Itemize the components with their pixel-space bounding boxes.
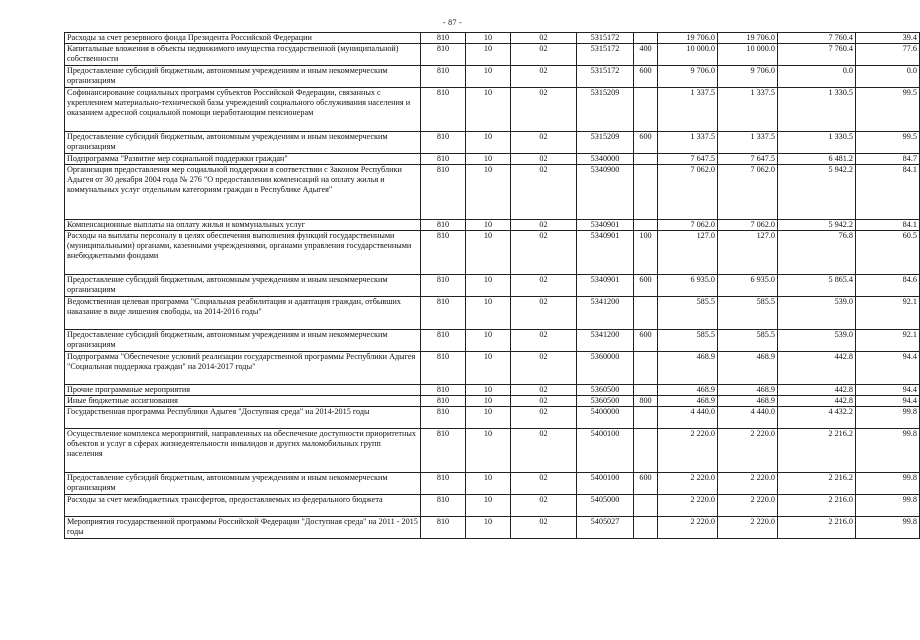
ministry-code-cell: 810 bbox=[421, 231, 466, 275]
amount-planned-cell: 585.5 bbox=[658, 330, 718, 352]
table-row bbox=[65, 88, 920, 132]
amount-executed-cell: 442.8 bbox=[778, 396, 856, 407]
section-code-cell: 10 bbox=[466, 429, 511, 473]
ministry-code-cell: 810 bbox=[421, 33, 466, 44]
ministry-code-cell: 810 bbox=[421, 44, 466, 66]
item-name-cell: Расходы на выплаты персоналу в целях обеспечения выполнения функций государственными (муниципальными) органами, казенными учреждениями, органами управления государственными внебюджетными фондами bbox=[65, 231, 421, 275]
item-name-cell: Предоставление субсидий бюджетным, автономным учреждениям и иным некоммерческим организациям bbox=[65, 275, 421, 297]
execution-percent-cell: 84.1 bbox=[856, 165, 920, 220]
subsection-code-cell: 02 bbox=[511, 330, 577, 352]
section-code-cell: 10 bbox=[466, 352, 511, 385]
expense-type-cell: 800 bbox=[634, 396, 658, 407]
execution-percent-cell: 92.1 bbox=[856, 330, 920, 352]
amount-refined-cell: 585.5 bbox=[718, 330, 778, 352]
execution-percent-cell: 92.1 bbox=[856, 297, 920, 330]
item-name-cell: Подпрограмма "Развитие мер социальной поддержки граждан" bbox=[65, 154, 421, 165]
item-name-cell: Прочие программные мероприятия bbox=[65, 385, 421, 396]
ministry-code-cell: 810 bbox=[421, 385, 466, 396]
amount-executed-cell: 76.8 bbox=[778, 231, 856, 275]
ministry-code-cell: 810 bbox=[421, 88, 466, 132]
amount-planned-cell: 7 062.0 bbox=[658, 165, 718, 220]
amount-executed-cell: 5 865.4 bbox=[778, 275, 856, 297]
section-code-cell: 10 bbox=[466, 220, 511, 231]
expense-type-cell: 600 bbox=[634, 473, 658, 495]
item-name-cell: Предоставление субсидий бюджетным, автономным учреждениям и иным некоммерческим организациям bbox=[65, 330, 421, 352]
ministry-code-cell: 810 bbox=[421, 407, 466, 429]
amount-planned-cell: 7 647.5 bbox=[658, 154, 718, 165]
amount-refined-cell: 468.9 bbox=[718, 352, 778, 385]
target-article-cell: 5340901 bbox=[577, 220, 634, 231]
expense-type-cell bbox=[634, 429, 658, 473]
amount-planned-cell: 7 062.0 bbox=[658, 220, 718, 231]
table-row bbox=[65, 165, 920, 220]
amount-planned-cell: 468.9 bbox=[658, 352, 718, 385]
amount-refined-cell: 9 706.0 bbox=[718, 66, 778, 88]
ministry-code-cell: 810 bbox=[421, 297, 466, 330]
ministry-code-cell: 810 bbox=[421, 275, 466, 297]
execution-percent-cell: 39.4 bbox=[856, 33, 920, 44]
execution-percent-cell: 99.8 bbox=[856, 407, 920, 429]
expense-type-cell bbox=[634, 495, 658, 517]
expense-type-cell bbox=[634, 33, 658, 44]
amount-planned-cell: 4 440.0 bbox=[658, 407, 718, 429]
section-code-cell: 10 bbox=[466, 396, 511, 407]
target-article-cell: 5340000 bbox=[577, 154, 634, 165]
amount-planned-cell: 585.5 bbox=[658, 297, 718, 330]
section-code-cell: 10 bbox=[466, 385, 511, 396]
target-article-cell: 5360500 bbox=[577, 385, 634, 396]
table-row bbox=[65, 66, 920, 88]
section-code-cell: 10 bbox=[466, 165, 511, 220]
expense-type-cell: 600 bbox=[634, 275, 658, 297]
target-article-cell: 5400000 bbox=[577, 407, 634, 429]
amount-planned-cell: 10 000.0 bbox=[658, 44, 718, 66]
amount-refined-cell: 4 440.0 bbox=[718, 407, 778, 429]
item-name-cell: Подпрограмма "Обеспечение условий реализации государственной программы Республики Адыгея "Социальная поддержка граждан" на 2014-2017 годы" bbox=[65, 352, 421, 385]
target-article-cell: 5315172 bbox=[577, 44, 634, 66]
ministry-code-cell: 810 bbox=[421, 517, 466, 539]
ministry-code-cell: 810 bbox=[421, 429, 466, 473]
section-code-cell: 10 bbox=[466, 132, 511, 154]
section-code-cell: 10 bbox=[466, 33, 511, 44]
subsection-code-cell: 02 bbox=[511, 275, 577, 297]
subsection-code-cell: 02 bbox=[511, 220, 577, 231]
subsection-code-cell: 02 bbox=[511, 33, 577, 44]
amount-refined-cell: 2 220.0 bbox=[718, 495, 778, 517]
target-article-cell: 5341200 bbox=[577, 297, 634, 330]
target-article-cell: 5400100 bbox=[577, 429, 634, 473]
amount-executed-cell: 442.8 bbox=[778, 385, 856, 396]
amount-planned-cell: 127.0 bbox=[658, 231, 718, 275]
expense-type-cell: 400 bbox=[634, 44, 658, 66]
amount-executed-cell: 5 942.2 bbox=[778, 220, 856, 231]
target-article-cell: 5405000 bbox=[577, 495, 634, 517]
amount-refined-cell: 2 220.0 bbox=[718, 473, 778, 495]
execution-percent-cell: 60.5 bbox=[856, 231, 920, 275]
subsection-code-cell: 02 bbox=[511, 407, 577, 429]
target-article-cell: 5315209 bbox=[577, 132, 634, 154]
expense-type-cell bbox=[634, 165, 658, 220]
subsection-code-cell: 02 bbox=[511, 165, 577, 220]
section-code-cell: 10 bbox=[466, 495, 511, 517]
item-name-cell: Ведомственная целевая программа "Социальная реабилитация и адаптация граждан, отбывших наказание в виде лишения свободы, на 2014-2016 годы" bbox=[65, 297, 421, 330]
amount-refined-cell: 585.5 bbox=[718, 297, 778, 330]
target-article-cell: 5341200 bbox=[577, 330, 634, 352]
ministry-code-cell: 810 bbox=[421, 132, 466, 154]
item-name-cell: Капитальные вложения в объекты недвижимого имущества государственной (муниципальной) собственности bbox=[65, 44, 421, 66]
amount-executed-cell: 1 330.5 bbox=[778, 88, 856, 132]
table-row bbox=[65, 132, 920, 154]
amount-planned-cell: 468.9 bbox=[658, 385, 718, 396]
target-article-cell: 5315172 bbox=[577, 66, 634, 88]
expense-type-cell: 600 bbox=[634, 330, 658, 352]
item-name-cell: Предоставление субсидий бюджетным, автономным учреждениям и иным некоммерческим организациям bbox=[65, 132, 421, 154]
table-row bbox=[65, 495, 920, 517]
amount-refined-cell: 7 062.0 bbox=[718, 165, 778, 220]
execution-percent-cell: 99.8 bbox=[856, 473, 920, 495]
ministry-code-cell: 810 bbox=[421, 165, 466, 220]
expense-type-cell: 600 bbox=[634, 66, 658, 88]
amount-planned-cell: 2 220.0 bbox=[658, 495, 718, 517]
expense-type-cell bbox=[634, 385, 658, 396]
item-name-cell: Расходы за счет резервного фонда Президента Российской Федерации bbox=[65, 33, 421, 44]
amount-executed-cell: 2 216.0 bbox=[778, 517, 856, 539]
target-article-cell: 5340901 bbox=[577, 231, 634, 275]
amount-executed-cell: 539.0 bbox=[778, 330, 856, 352]
expense-type-cell bbox=[634, 517, 658, 539]
amount-planned-cell: 6 935.0 bbox=[658, 275, 718, 297]
section-code-cell: 10 bbox=[466, 66, 511, 88]
ministry-code-cell: 810 bbox=[421, 66, 466, 88]
amount-refined-cell: 10 000.0 bbox=[718, 44, 778, 66]
item-name-cell: Осуществление комплекса мероприятий, направленных на обеспечение доступности приоритетных объектов и услуг в сферах жизнедеятельности инвалидов и других маломобильных групп населения bbox=[65, 429, 421, 473]
section-code-cell: 10 bbox=[466, 154, 511, 165]
expense-type-cell bbox=[634, 297, 658, 330]
ministry-code-cell: 810 bbox=[421, 396, 466, 407]
ministry-code-cell: 810 bbox=[421, 330, 466, 352]
item-name-cell: Софинансирование социальных программ субъектов Российской Федерации, связанных с укреплением материально-технической базы учреждений социального обслуживания населения и оказанием адресной социальной помощи неработающим пенсионерам bbox=[65, 88, 421, 132]
execution-percent-cell: 84.6 bbox=[856, 275, 920, 297]
table-row bbox=[65, 220, 920, 231]
amount-planned-cell: 19 706.0 bbox=[658, 33, 718, 44]
execution-percent-cell: 99.5 bbox=[856, 88, 920, 132]
subsection-code-cell: 02 bbox=[511, 396, 577, 407]
section-code-cell: 10 bbox=[466, 473, 511, 495]
amount-planned-cell: 2 220.0 bbox=[658, 517, 718, 539]
amount-executed-cell: 7 760.4 bbox=[778, 44, 856, 66]
execution-percent-cell: 99.8 bbox=[856, 495, 920, 517]
subsection-code-cell: 02 bbox=[511, 385, 577, 396]
expense-type-cell bbox=[634, 352, 658, 385]
subsection-code-cell: 02 bbox=[511, 473, 577, 495]
target-article-cell: 5400100 bbox=[577, 473, 634, 495]
amount-refined-cell: 2 220.0 bbox=[718, 429, 778, 473]
expense-type-cell: 100 bbox=[634, 231, 658, 275]
ministry-code-cell: 810 bbox=[421, 154, 466, 165]
amount-refined-cell: 6 935.0 bbox=[718, 275, 778, 297]
amount-refined-cell: 127.0 bbox=[718, 231, 778, 275]
execution-percent-cell: 0.0 bbox=[856, 66, 920, 88]
amount-refined-cell: 7 062.0 bbox=[718, 220, 778, 231]
expense-type-cell bbox=[634, 220, 658, 231]
amount-planned-cell: 9 706.0 bbox=[658, 66, 718, 88]
subsection-code-cell: 02 bbox=[511, 132, 577, 154]
table-row bbox=[65, 517, 920, 539]
amount-executed-cell: 6 481.2 bbox=[778, 154, 856, 165]
item-name-cell: Предоставление субсидий бюджетным, автономным учреждениям и иным некоммерческим организациям bbox=[65, 473, 421, 495]
section-code-cell: 10 bbox=[466, 407, 511, 429]
amount-executed-cell: 2 216.0 bbox=[778, 495, 856, 517]
item-name-cell: Иные бюджетные ассигнования bbox=[65, 396, 421, 407]
section-code-cell: 10 bbox=[466, 231, 511, 275]
amount-executed-cell: 442.8 bbox=[778, 352, 856, 385]
amount-refined-cell: 2 220.0 bbox=[718, 517, 778, 539]
execution-percent-cell: 99.8 bbox=[856, 429, 920, 473]
ministry-code-cell: 810 bbox=[421, 220, 466, 231]
amount-refined-cell: 1 337.5 bbox=[718, 88, 778, 132]
ministry-code-cell: 810 bbox=[421, 352, 466, 385]
target-article-cell: 5340901 bbox=[577, 275, 634, 297]
target-article-cell: 5315172 bbox=[577, 33, 634, 44]
item-name-cell: Организация предоставления мер социальной поддержки в соответствии с Законом Республики Адыгея от 30 декабря 2004 года № 276 "О предоставлении компенсаций на оплату жилья и коммунальных услуг отдельным категориям граждан в Республике Адыгея" bbox=[65, 165, 421, 220]
amount-refined-cell: 1 337.5 bbox=[718, 132, 778, 154]
table-row bbox=[65, 385, 920, 396]
table-row bbox=[65, 44, 920, 66]
table-row bbox=[65, 297, 920, 330]
execution-percent-cell: 99.5 bbox=[856, 132, 920, 154]
table-row bbox=[65, 473, 920, 495]
table-body bbox=[65, 33, 920, 539]
execution-percent-cell: 84.7 bbox=[856, 154, 920, 165]
amount-executed-cell: 2 216.2 bbox=[778, 429, 856, 473]
execution-percent-cell: 84.1 bbox=[856, 220, 920, 231]
expense-type-cell: 600 bbox=[634, 132, 658, 154]
target-article-cell: 5315209 bbox=[577, 88, 634, 132]
table-row bbox=[65, 352, 920, 385]
section-code-cell: 10 bbox=[466, 88, 511, 132]
amount-executed-cell: 539.0 bbox=[778, 297, 856, 330]
budget-table bbox=[64, 32, 920, 539]
item-name-cell: Расходы за счет межбюджетных трансфертов, предоставляемых из федерального бюджета bbox=[65, 495, 421, 517]
expense-type-cell bbox=[634, 154, 658, 165]
ministry-code-cell: 810 bbox=[421, 473, 466, 495]
item-name-cell: Государственная программа Республики Адыгея "Доступная среда" на 2014-2015 годы bbox=[65, 407, 421, 429]
execution-percent-cell: 77.6 bbox=[856, 44, 920, 66]
table-row bbox=[65, 330, 920, 352]
execution-percent-cell: 99.8 bbox=[856, 517, 920, 539]
table-row bbox=[65, 275, 920, 297]
amount-executed-cell: 2 216.2 bbox=[778, 473, 856, 495]
item-name-cell: Компенсационные выплаты на оплату жилья и коммунальных услуг bbox=[65, 220, 421, 231]
subsection-code-cell: 02 bbox=[511, 66, 577, 88]
execution-percent-cell: 94.4 bbox=[856, 352, 920, 385]
section-code-cell: 10 bbox=[466, 330, 511, 352]
target-article-cell: 5360500 bbox=[577, 396, 634, 407]
expense-type-cell bbox=[634, 407, 658, 429]
target-article-cell: 5340900 bbox=[577, 165, 634, 220]
table-row bbox=[65, 429, 920, 473]
subsection-code-cell: 02 bbox=[511, 352, 577, 385]
ministry-code-cell: 810 bbox=[421, 495, 466, 517]
amount-refined-cell: 19 706.0 bbox=[718, 33, 778, 44]
item-name-cell: Мероприятия государственной программы Российской Федерации "Доступная среда" на 2011 - 2015 годы bbox=[65, 517, 421, 539]
subsection-code-cell: 02 bbox=[511, 154, 577, 165]
amount-planned-cell: 2 220.0 bbox=[658, 429, 718, 473]
execution-percent-cell: 94.4 bbox=[856, 385, 920, 396]
amount-refined-cell: 468.9 bbox=[718, 385, 778, 396]
amount-planned-cell: 1 337.5 bbox=[658, 88, 718, 132]
table-row bbox=[65, 231, 920, 275]
target-article-cell: 5405027 bbox=[577, 517, 634, 539]
execution-percent-cell: 94.4 bbox=[856, 396, 920, 407]
section-code-cell: 10 bbox=[466, 517, 511, 539]
amount-planned-cell: 1 337.5 bbox=[658, 132, 718, 154]
section-code-cell: 10 bbox=[466, 275, 511, 297]
amount-refined-cell: 7 647.5 bbox=[718, 154, 778, 165]
item-name-cell: Предоставление субсидий бюджетным, автономным учреждениям и иным некоммерческим организациям bbox=[65, 66, 421, 88]
amount-executed-cell: 0.0 bbox=[778, 66, 856, 88]
amount-planned-cell: 2 220.0 bbox=[658, 473, 718, 495]
expense-type-cell bbox=[634, 88, 658, 132]
amount-planned-cell: 468.9 bbox=[658, 396, 718, 407]
table-row bbox=[65, 33, 920, 44]
target-article-cell: 5360000 bbox=[577, 352, 634, 385]
subsection-code-cell: 02 bbox=[511, 297, 577, 330]
page-number: - 87 - bbox=[442, 18, 463, 27]
amount-executed-cell: 7 760.4 bbox=[778, 33, 856, 44]
subsection-code-cell: 02 bbox=[511, 231, 577, 275]
amount-executed-cell: 1 330.5 bbox=[778, 132, 856, 154]
subsection-code-cell: 02 bbox=[511, 495, 577, 517]
subsection-code-cell: 02 bbox=[511, 44, 577, 66]
subsection-code-cell: 02 bbox=[511, 429, 577, 473]
subsection-code-cell: 02 bbox=[511, 88, 577, 132]
subsection-code-cell: 02 bbox=[511, 517, 577, 539]
amount-executed-cell: 4 432.2 bbox=[778, 407, 856, 429]
section-code-cell: 10 bbox=[466, 44, 511, 66]
amount-refined-cell: 468.9 bbox=[718, 396, 778, 407]
table-row bbox=[65, 154, 920, 165]
table-row bbox=[65, 396, 920, 407]
amount-executed-cell: 5 942.2 bbox=[778, 165, 856, 220]
table-row bbox=[65, 407, 920, 429]
section-code-cell: 10 bbox=[466, 297, 511, 330]
